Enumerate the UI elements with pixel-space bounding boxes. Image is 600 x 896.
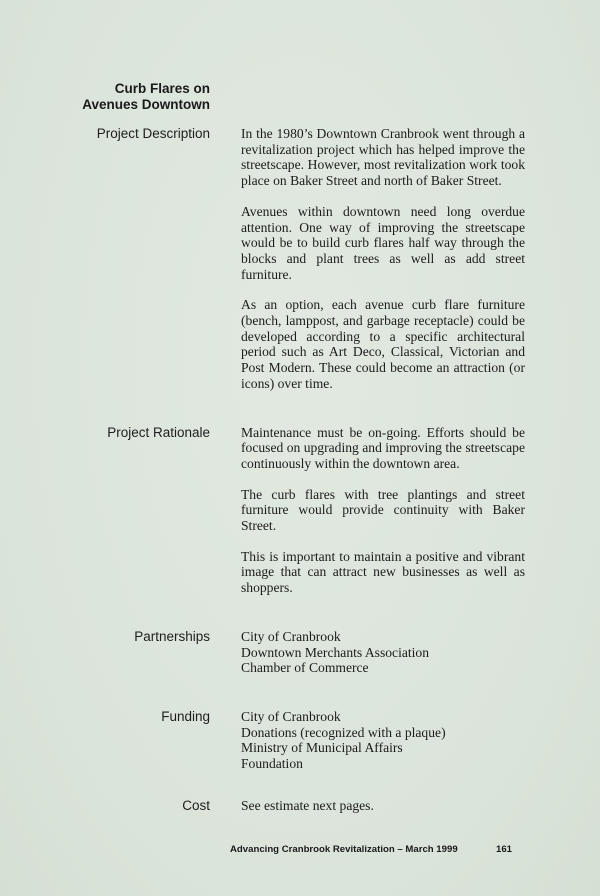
label-project-rationale: Project Rationale	[107, 424, 210, 440]
page-footer	[0, 844, 600, 856]
cost-text: See estimate next pages.	[241, 797, 374, 813]
partnership-item: City of Cranbrook	[241, 628, 341, 644]
section-funding	[0, 709, 600, 772]
label-cost: Cost	[182, 797, 210, 813]
heading-line-1: Curb Flares on	[114, 81, 210, 96]
partnership-item: Chamber of Commerce	[241, 660, 369, 676]
label-project-description: Project Description	[96, 126, 210, 141]
section-partnerships	[0, 629, 600, 676]
partnerships-list	[241, 629, 525, 676]
description-paragraph: In the 1980’s Downtown Cranbrook went through a revitalization project which has helped improve the streetscape. However, most revitalization work took place on Baker Street and north of Baker Street.	[241, 126, 525, 189]
funding-item: Foundation	[241, 756, 303, 772]
funding-item: City of Cranbrook	[241, 708, 341, 724]
label-partnerships: Partnerships	[134, 628, 210, 644]
partnership-item: Downtown Merchants Association	[241, 644, 430, 660]
page-heading	[0, 81, 210, 113]
section-project-description	[0, 126, 600, 392]
funding-list	[241, 709, 525, 772]
section-cost	[0, 798, 600, 814]
description-paragraph: Avenues within downtown need long overdue attention. One way of improving the streetscape would be to build curb flares half way through the blocks and plant trees as well as add street furniture.	[241, 203, 525, 282]
rationale-paragraph: Maintenance must be on-going. Efforts should be focused on upgrading and improving the streetscape continuously within the downtown area.	[241, 424, 525, 471]
funding-item: Donations (recognized with a plaque)	[241, 724, 446, 740]
page-number: 161	[495, 843, 512, 855]
section-project-rationale	[0, 425, 600, 596]
footer-title: Advancing Cranbrook Revitalization – March 1999	[230, 843, 458, 855]
description-paragraph: As an option, each avenue curb flare furniture (bench, lamppost, and garbage receptacle) could be developed according to a specific architectural period such as Art Deco, Classical, Victorian and Post Modern. These could become an attraction (or icons) over time.	[241, 297, 525, 391]
heading-line-2: Avenues Downtown	[82, 97, 210, 112]
funding-item: Ministry of Municipal Affairs	[241, 740, 403, 756]
rationale-paragraph: The curb flares with tree plantings and street furniture would provide continuity with Baker Street.	[241, 486, 525, 534]
rationale-paragraph: This is important to maintain a positive and vibrant image that can attract new businesses as well as shoppers.	[241, 548, 525, 596]
project-description-text	[241, 126, 525, 392]
project-rationale-text	[241, 425, 525, 596]
label-funding: Funding	[161, 708, 210, 724]
